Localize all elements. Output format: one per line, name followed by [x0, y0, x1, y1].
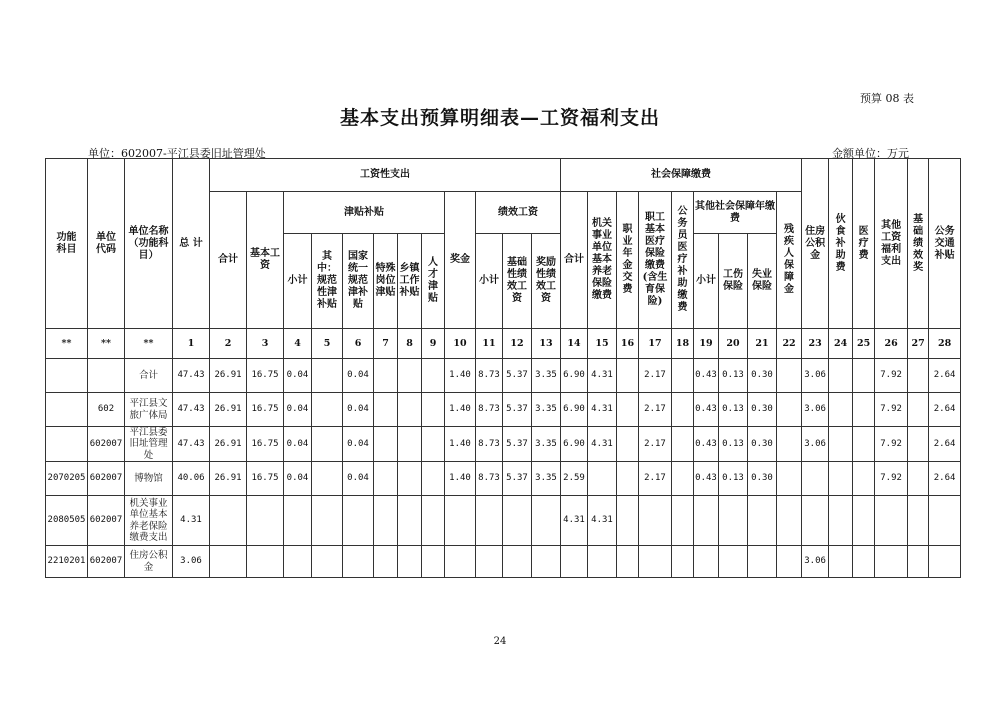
- amount-cell: [829, 427, 853, 462]
- amount-cell: 4.31: [173, 496, 210, 546]
- header-func-subject: 功能 科目: [46, 159, 88, 329]
- func-subject-cell: 2210201: [46, 546, 88, 578]
- amount-cell: 7.92: [875, 359, 908, 393]
- amount-cell: 26.91: [210, 359, 247, 393]
- amount-cell: 5.37: [503, 427, 532, 462]
- amount-cell: 4.31: [588, 359, 617, 393]
- unit-code-cell: [88, 359, 125, 393]
- amount-cell: 0.30: [748, 462, 777, 496]
- amount-cell: 26.91: [210, 393, 247, 427]
- amount-cell: [908, 393, 929, 427]
- header-injury: 工伤 保险: [719, 234, 748, 329]
- header-other-social-group: 其他社会保障年缴费: [694, 192, 777, 234]
- amount-cell: 0.30: [748, 359, 777, 393]
- amount-cell: [875, 546, 908, 578]
- amount-cell: [617, 359, 639, 393]
- amount-cell: [748, 546, 777, 578]
- amount-cell: 0.04: [284, 427, 312, 462]
- column-index-cell: 12: [503, 329, 532, 359]
- amount-cell: 47.43: [173, 427, 210, 462]
- amount-cell: [829, 359, 853, 393]
- column-index-cell: 28: [929, 329, 961, 359]
- amount-cell: 3.06: [802, 393, 829, 427]
- column-index-cell: 3: [247, 329, 284, 359]
- amount-cell: [672, 546, 694, 578]
- unit-code-cell: 602007: [88, 496, 125, 546]
- amount-cell: 26.91: [210, 427, 247, 462]
- column-index-cell: 18: [672, 329, 694, 359]
- amount-cell: [802, 496, 829, 546]
- header-allowance-group: 津贴补贴: [284, 192, 445, 234]
- amount-cell: 0.04: [343, 393, 374, 427]
- header-perf-basic: 基础 性绩 效工 资: [503, 234, 532, 329]
- amount-cell: [312, 359, 343, 393]
- amount-cell: [398, 496, 422, 546]
- amount-cell: 4.31: [561, 496, 588, 546]
- amount-cell: [672, 496, 694, 546]
- header-transport: 公务 交通 补贴: [929, 159, 961, 329]
- table-row: [46, 427, 961, 462]
- amount-cell: [929, 496, 961, 546]
- amount-cell: [853, 462, 875, 496]
- table-row: [46, 393, 961, 427]
- unit-label: 单位：602007-平江县委旧址管理处: [88, 147, 266, 160]
- amount-cell: 3.06: [802, 546, 829, 578]
- column-index-cell: 20: [719, 329, 748, 359]
- amount-cell: 0.04: [284, 462, 312, 496]
- column-index-row: [46, 329, 961, 359]
- amount-cell: [532, 546, 561, 578]
- header-other-welfare: 其他 工资 福利 支出: [875, 159, 908, 329]
- amount-cell: [343, 546, 374, 578]
- column-index-cell: 26: [875, 329, 908, 359]
- column-index-cell: 11: [476, 329, 503, 359]
- amount-cell: [476, 496, 503, 546]
- header-bonus: 奖金: [445, 192, 476, 329]
- amount-cell: 0.13: [719, 393, 748, 427]
- amount-cell: 0.13: [719, 359, 748, 393]
- header-social-group: 社会保障缴费: [561, 159, 802, 192]
- header-basic-perf-bonus: 基 础 绩 效 奖: [908, 159, 929, 329]
- amount-cell: 26.91: [210, 462, 247, 496]
- amount-cell: [617, 496, 639, 546]
- amount-cell: 0.04: [284, 359, 312, 393]
- amount-cell: [853, 496, 875, 546]
- table-row: [46, 359, 961, 393]
- amount-cell: 0.04: [343, 462, 374, 496]
- amount-cell: [312, 462, 343, 496]
- amount-cell: 2.64: [929, 427, 961, 462]
- unit-code-cell: 602007: [88, 546, 125, 578]
- amount-cell: [777, 546, 802, 578]
- amount-cell: [398, 359, 422, 393]
- amount-cell: 4.31: [588, 427, 617, 462]
- amount-cell: 0.13: [719, 427, 748, 462]
- amount-cell: 5.37: [503, 359, 532, 393]
- column-index-cell: 21: [748, 329, 777, 359]
- func-subject-cell: 2080505: [46, 496, 88, 546]
- column-index-cell: 6: [343, 329, 374, 359]
- amount-cell: [617, 462, 639, 496]
- column-index-cell: 2: [210, 329, 247, 359]
- amount-cell: [748, 496, 777, 546]
- column-index-cell: **: [88, 329, 125, 359]
- page-number: 24: [493, 636, 507, 647]
- func-subject-cell: [46, 393, 88, 427]
- column-index-cell: 7: [374, 329, 398, 359]
- amount-cell: [398, 546, 422, 578]
- amount-cell: [672, 359, 694, 393]
- column-index-cell: 16: [617, 329, 639, 359]
- amount-cell: 0.04: [343, 427, 374, 462]
- amount-cell: 16.75: [247, 427, 284, 462]
- amount-cell: 2.17: [639, 427, 672, 462]
- amount-cell: [588, 546, 617, 578]
- unit-code-cell: 602007: [88, 427, 125, 462]
- amount-cell: [694, 546, 719, 578]
- amount-cell: 8.73: [476, 427, 503, 462]
- header-unemployment: 失业 保险: [748, 234, 777, 329]
- header-allow-talent: 人 才 津 贴: [422, 234, 445, 329]
- amount-cell: 3.35: [532, 462, 561, 496]
- amount-cell: [672, 427, 694, 462]
- table-row: [46, 462, 961, 496]
- unit-name-cell: 机关事业 单位基本 养老保险 缴费支出: [125, 496, 173, 546]
- amount-cell: [398, 427, 422, 462]
- amount-cell: [617, 546, 639, 578]
- column-index-cell: 13: [532, 329, 561, 359]
- amount-cell: 6.90: [561, 393, 588, 427]
- amount-cell: [929, 546, 961, 578]
- amount-cell: [561, 546, 588, 578]
- amount-cell: [247, 496, 284, 546]
- amount-cell: 0.13: [719, 462, 748, 496]
- amount-cell: 6.90: [561, 359, 588, 393]
- amount-cell: [532, 496, 561, 546]
- amount-cell: [374, 359, 398, 393]
- column-index-cell: 8: [398, 329, 422, 359]
- amount-cell: 2.64: [929, 359, 961, 393]
- amount-cell: [639, 496, 672, 546]
- table-row: [46, 546, 961, 578]
- amount-cell: [908, 427, 929, 462]
- amount-unit-label: 金额单位：万元: [832, 147, 909, 160]
- amount-cell: 47.43: [173, 393, 210, 427]
- amount-cell: [853, 427, 875, 462]
- amount-cell: 16.75: [247, 359, 284, 393]
- amount-cell: [588, 462, 617, 496]
- amount-cell: 16.75: [247, 462, 284, 496]
- budget-table: [45, 158, 961, 578]
- unit-code-cell: 602: [88, 393, 125, 427]
- amount-cell: 0.43: [694, 393, 719, 427]
- amount-cell: 3.06: [802, 359, 829, 393]
- amount-cell: 40.06: [173, 462, 210, 496]
- amount-cell: [719, 546, 748, 578]
- unit-code-cell: 602007: [88, 462, 125, 496]
- amount-cell: [777, 427, 802, 462]
- header-perf-subtotal: 小计: [476, 234, 503, 329]
- column-index-cell: 10: [445, 329, 476, 359]
- amount-cell: [398, 462, 422, 496]
- amount-cell: [777, 359, 802, 393]
- amount-cell: 0.30: [748, 393, 777, 427]
- amount-cell: 5.37: [503, 462, 532, 496]
- header-meal: 伙 食 补 助 费: [829, 159, 853, 329]
- amount-cell: [374, 393, 398, 427]
- header-allow-special: 特殊 岗位 津贴: [374, 234, 398, 329]
- header-medical-fee: 医 疗 费: [853, 159, 875, 329]
- amount-cell: 3.06: [802, 427, 829, 462]
- unit-name-cell: 住房公积 金: [125, 546, 173, 578]
- amount-cell: [210, 546, 247, 578]
- amount-cell: 3.35: [532, 427, 561, 462]
- amount-cell: 1.40: [445, 462, 476, 496]
- amount-cell: [374, 546, 398, 578]
- column-index-cell: 14: [561, 329, 588, 359]
- amount-cell: [445, 496, 476, 546]
- header-social-subtotal: 合计: [561, 192, 588, 329]
- amount-cell: [908, 496, 929, 546]
- amount-cell: [908, 546, 929, 578]
- amount-cell: [374, 427, 398, 462]
- amount-cell: 0.43: [694, 427, 719, 462]
- amount-cell: [829, 462, 853, 496]
- amount-cell: 8.73: [476, 393, 503, 427]
- header-allow-township: 乡镇 工作 补贴: [398, 234, 422, 329]
- amount-cell: [210, 496, 247, 546]
- amount-cell: [445, 546, 476, 578]
- amount-cell: [503, 496, 532, 546]
- column-index-cell: 4: [284, 329, 312, 359]
- amount-cell: 4.31: [588, 496, 617, 546]
- column-index-cell: 19: [694, 329, 719, 359]
- amount-cell: [422, 462, 445, 496]
- amount-cell: [422, 393, 445, 427]
- amount-cell: 2.64: [929, 393, 961, 427]
- header-allow-standard: 其 中： 规范 性津 补贴: [312, 234, 343, 329]
- amount-cell: 8.73: [476, 462, 503, 496]
- header-occupational: 职 业 年 金 交 费: [617, 192, 639, 329]
- amount-cell: [719, 496, 748, 546]
- amount-cell: [875, 496, 908, 546]
- amount-cell: [476, 546, 503, 578]
- column-index-cell: **: [46, 329, 88, 359]
- amount-cell: [908, 359, 929, 393]
- amount-cell: [374, 496, 398, 546]
- amount-cell: 2.17: [639, 359, 672, 393]
- amount-cell: 6.90: [561, 427, 588, 462]
- table-row: [46, 496, 961, 546]
- amount-cell: [312, 496, 343, 546]
- column-index-cell: 22: [777, 329, 802, 359]
- amount-cell: 2.17: [639, 393, 672, 427]
- header-other-subtotal: 小计: [694, 234, 719, 329]
- amount-cell: 0.43: [694, 359, 719, 393]
- header-total: 总 计: [173, 159, 210, 329]
- amount-cell: 7.92: [875, 462, 908, 496]
- page-title: 基本支出预算明细表—工资福利支出: [339, 107, 660, 129]
- amount-cell: [853, 546, 875, 578]
- amount-cell: [829, 496, 853, 546]
- amount-cell: [802, 462, 829, 496]
- header-allow-subtotal: 小计: [284, 234, 312, 329]
- amount-cell: [422, 359, 445, 393]
- table-body: [46, 329, 961, 578]
- unit-name-cell: 合计: [125, 359, 173, 393]
- column-index-cell: 25: [853, 329, 875, 359]
- amount-cell: [284, 546, 312, 578]
- amount-cell: [503, 546, 532, 578]
- amount-cell: 3.06: [173, 546, 210, 578]
- amount-cell: [374, 462, 398, 496]
- column-index-cell: 23: [802, 329, 829, 359]
- func-subject-cell: [46, 427, 88, 462]
- amount-cell: 0.04: [284, 393, 312, 427]
- amount-cell: [617, 427, 639, 462]
- amount-cell: 7.92: [875, 427, 908, 462]
- amount-cell: [284, 496, 312, 546]
- amount-cell: [343, 496, 374, 546]
- unit-name-cell: 平江县委 旧址管理 处: [125, 427, 173, 462]
- amount-cell: [853, 359, 875, 393]
- func-subject-cell: 2070205: [46, 462, 88, 496]
- amount-cell: [312, 427, 343, 462]
- amount-cell: 8.73: [476, 359, 503, 393]
- unit-name-cell: 平江县文 旅广体局: [125, 393, 173, 427]
- amount-cell: [853, 393, 875, 427]
- amount-cell: [312, 393, 343, 427]
- header-civil-medical: 公 务 员 医 疗 补 助 缴 费: [672, 192, 694, 329]
- amount-cell: 2.59: [561, 462, 588, 496]
- amount-cell: [398, 393, 422, 427]
- header-wage-group: 工资性支出: [210, 159, 561, 192]
- amount-cell: 0.43: [694, 462, 719, 496]
- header-housing-fund: 住房 公积 金: [802, 159, 829, 329]
- column-index-cell: 1: [173, 329, 210, 359]
- amount-cell: 0.04: [343, 359, 374, 393]
- amount-cell: 5.37: [503, 393, 532, 427]
- amount-cell: 3.35: [532, 393, 561, 427]
- column-index-cell: 15: [588, 329, 617, 359]
- amount-cell: [829, 546, 853, 578]
- amount-cell: 2.64: [929, 462, 961, 496]
- amount-cell: [247, 546, 284, 578]
- amount-cell: [312, 546, 343, 578]
- amount-cell: 1.40: [445, 393, 476, 427]
- amount-cell: 1.40: [445, 427, 476, 462]
- header-perf-group: 绩效工资: [476, 192, 561, 234]
- amount-cell: 2.17: [639, 462, 672, 496]
- amount-cell: 4.31: [588, 393, 617, 427]
- amount-cell: [422, 427, 445, 462]
- column-index-cell: **: [125, 329, 173, 359]
- amount-cell: 16.75: [247, 393, 284, 427]
- unit-name-cell: 博物馆: [125, 462, 173, 496]
- header-allow-national: 国家 统一 规范 津补 贴: [343, 234, 374, 329]
- amount-cell: [777, 462, 802, 496]
- column-index-cell: 9: [422, 329, 445, 359]
- form-number: 预算 08 表: [860, 92, 914, 105]
- header-basic-wage: 基本工 资: [247, 192, 284, 329]
- header-unit-name: 单位名称 （功能科 目）: [125, 159, 173, 329]
- column-index-cell: 5: [312, 329, 343, 359]
- amount-cell: [617, 393, 639, 427]
- amount-cell: 3.35: [532, 359, 561, 393]
- header-unit-code: 单位 代码: [88, 159, 125, 329]
- amount-cell: [829, 393, 853, 427]
- header-perf-reward: 奖励 性绩 效工 资: [532, 234, 561, 329]
- column-index-cell: 17: [639, 329, 672, 359]
- amount-cell: [639, 546, 672, 578]
- amount-cell: [422, 546, 445, 578]
- amount-cell: [777, 496, 802, 546]
- amount-cell: 0.30: [748, 427, 777, 462]
- column-index-cell: 27: [908, 329, 929, 359]
- header-medical: 职工 基本 医疗 保险 缴费 (含生 育保 险): [639, 192, 672, 329]
- amount-cell: [672, 462, 694, 496]
- amount-cell: 7.92: [875, 393, 908, 427]
- func-subject-cell: [46, 359, 88, 393]
- amount-cell: [694, 496, 719, 546]
- amount-cell: 47.43: [173, 359, 210, 393]
- header-wage-subtotal: 合计: [210, 192, 247, 329]
- amount-cell: [777, 393, 802, 427]
- amount-cell: [422, 496, 445, 546]
- amount-cell: [672, 393, 694, 427]
- amount-cell: [908, 462, 929, 496]
- column-index-cell: 24: [829, 329, 853, 359]
- header-disability: 残 疾 人 保 障 金: [777, 192, 802, 329]
- header-pension: 机关 事业 单位 基本 养老 保险 缴费: [588, 192, 617, 329]
- amount-cell: 1.40: [445, 359, 476, 393]
